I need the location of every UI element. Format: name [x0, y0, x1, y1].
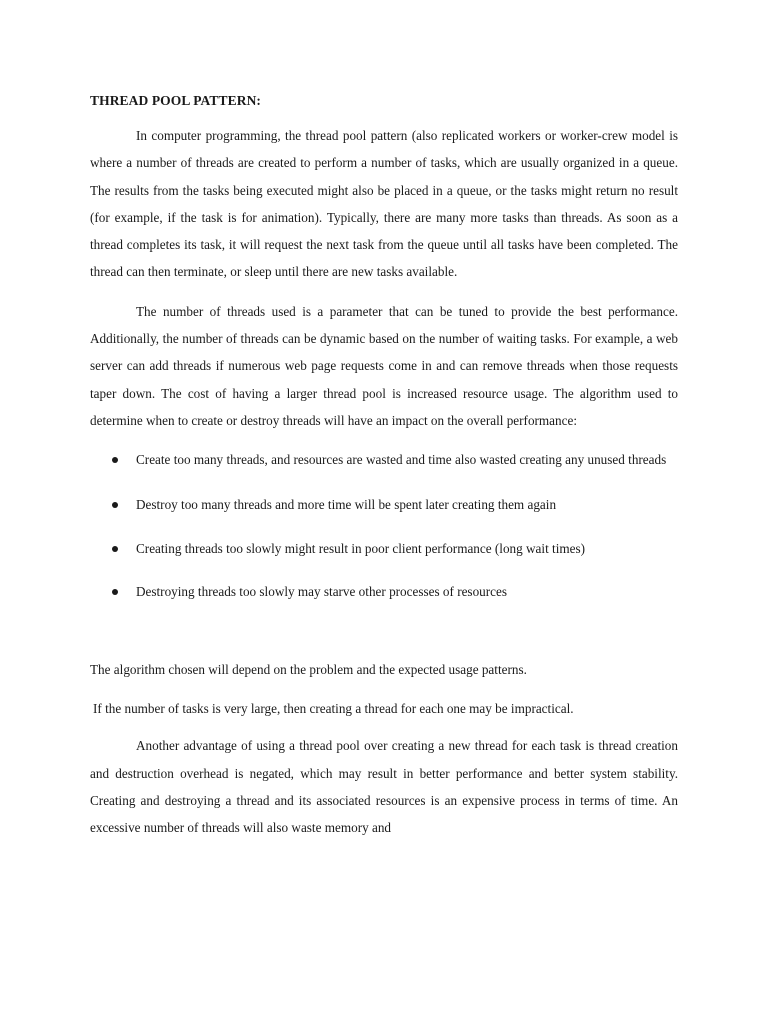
bullet-text: Create too many threads, and resources are wasted and time also wasted creating any unused threads [136, 452, 667, 468]
bullet-item [90, 491, 678, 518]
paragraph-thread-count: The number of threads used is a parameter that can be tuned to provide the best performance. Additionally, the number of threads can be dynamic based on the number of waiting tasks. For example, a web server can add threads if numerous web page requests come in and can remove threads when those requests taper down. The cost of having a larger thread pool is increased resource usage. The algorithm used to determine when to create or destroy threads will have an impact on the overall performance: [90, 303, 678, 428]
bullet-text: Destroying threads too slowly may starve other processes of resources [136, 584, 507, 600]
document-title: THREAD POOL PATTERN: [90, 93, 262, 108]
bullet-icon [112, 589, 118, 595]
closing-section [90, 661, 678, 841]
bullet-item [90, 535, 678, 562]
line-large-tasks: If the number of tasks is very large, then creating a thread for each one may be impractical. [93, 701, 574, 717]
paragraph-intro: In computer programming, the thread pool pattern (also replicated workers or worker-crew model is where a number of threads are created to perform a number of tasks, which are usually organized in a queue. The results from the tasks being executed might also be placed in a queue, or the tasks might return no result (for example, if the task is for animation). Typically, there are many more tasks than threads. As soon as a thread completes its task, it will request the next task from the queue until all tasks have been completed. The thread can then terminate, or sleep until there are new tasks available. [90, 128, 678, 280]
bullet-text: Creating threads too slowly might result in poor client performance (long wait times) [136, 540, 585, 556]
bullet-icon [112, 457, 118, 463]
line-algorithm-choice: The algorithm chosen will depend on the problem and the expected usage patterns. [90, 662, 527, 678]
document-body [90, 92, 678, 854]
bullet-item [90, 578, 678, 605]
bullet-text: Destroy too many threads and more time will be spent later creating them again [136, 496, 557, 512]
bullet-icon [112, 546, 118, 552]
bullet-icon [112, 502, 118, 508]
paragraph-advantage: Another advantage of using a thread pool over creating a new thread for each task is thread creation and destruction overhead is negated, which may result in better performance and better system stability. Creating and destroying a thread and its associated resources is an expensive process in terms of time. An excessive number of threads will also waste memory and [90, 738, 678, 836]
bullet-item [90, 446, 678, 473]
bullet-list [90, 446, 678, 605]
